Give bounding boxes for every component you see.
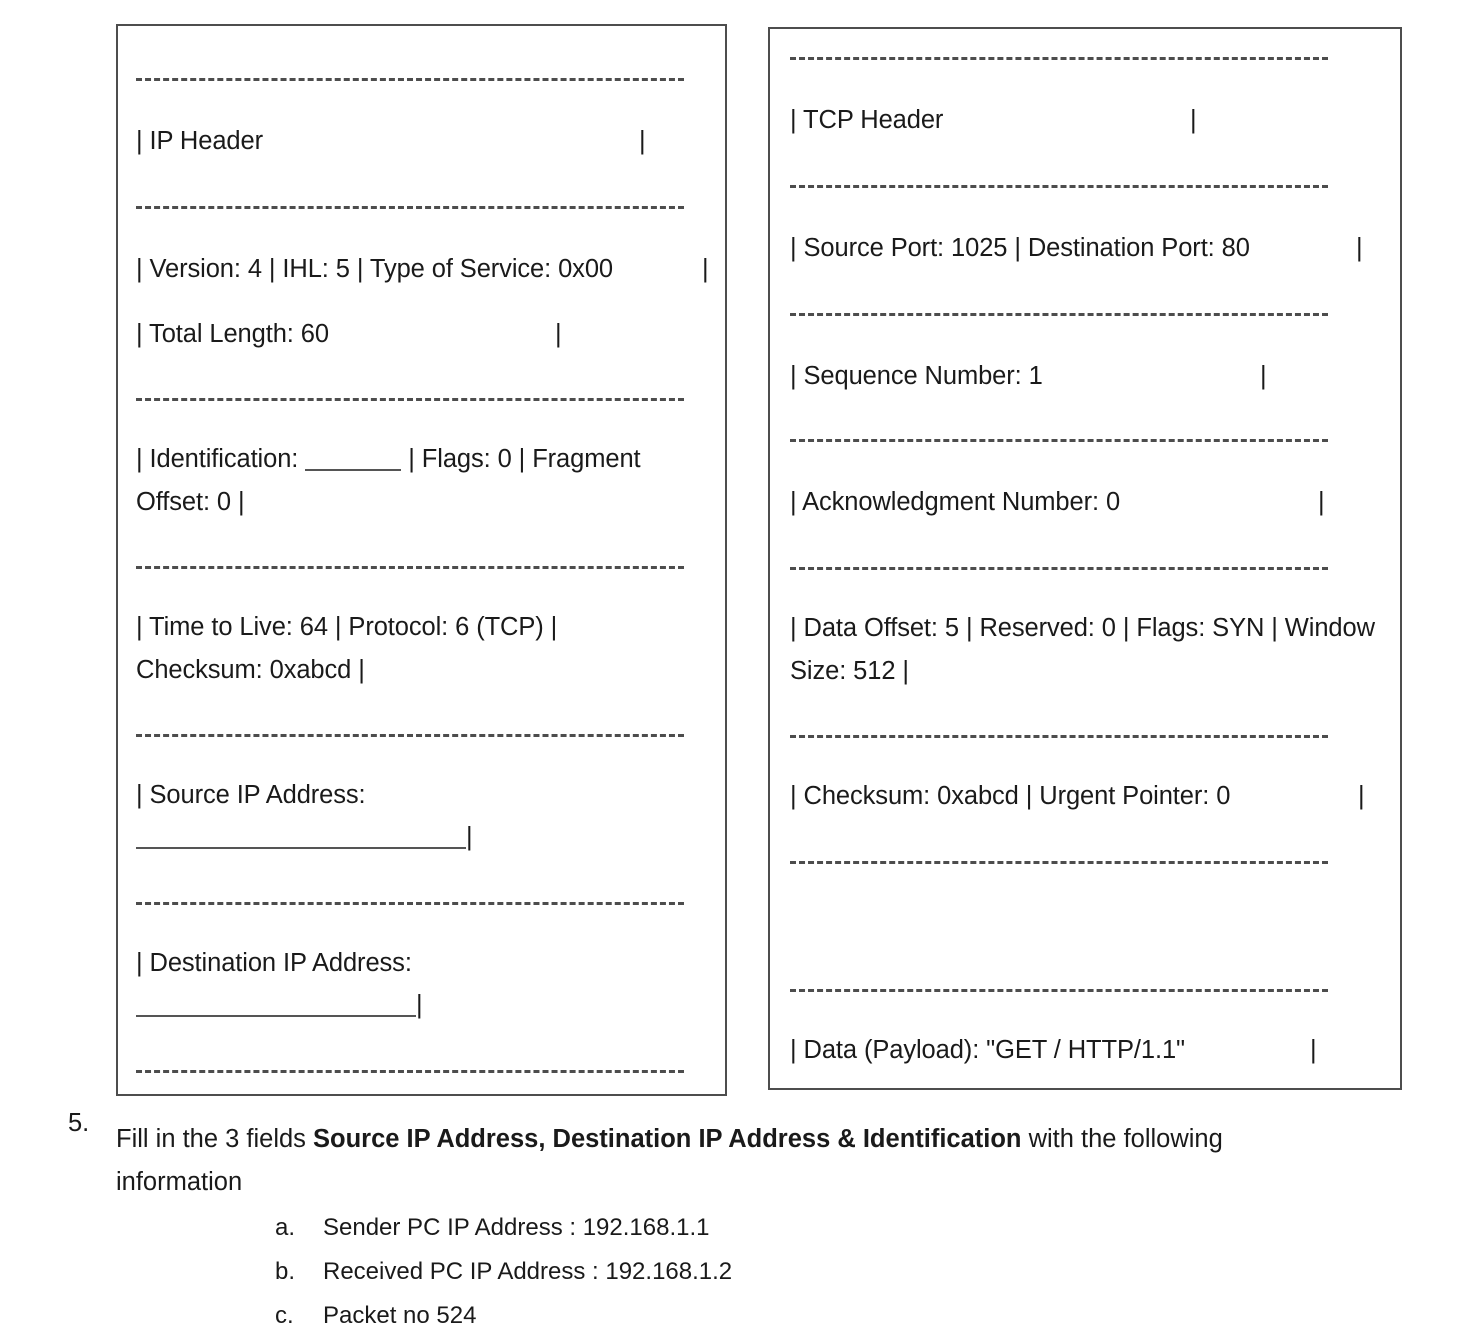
tcp-title-row: [790, 99, 1386, 142]
tcp-row-ack-text: | Acknowledgment Number: 0: [790, 488, 1121, 516]
tcp-row-checksum: [790, 775, 1386, 818]
ip-rule-5: [136, 734, 684, 737]
tcp-title-text: | TCP Header: [790, 106, 944, 134]
question-prompt-bold-fields: Source IP Address, Destination IP Address & Identification: [313, 1125, 1022, 1153]
tcp-rule-4: [790, 439, 1328, 442]
tcp-header-box: [768, 27, 1402, 1090]
tcp-row-checksum-close-pipe: |: [1358, 782, 1365, 810]
ip-identification-suffix: | Flags: 0 | Fragment Offset: 0 |: [136, 445, 641, 516]
ip-source-ip-label-text: | Source IP Address:: [136, 781, 366, 809]
tcp-row-sequence: [790, 355, 1386, 398]
ip-identification-prefix: | Identification:: [136, 445, 299, 473]
tcp-rule-5: [790, 567, 1328, 570]
tcp-row-payload: [790, 1029, 1386, 1072]
ip-title-text: | IP Header: [136, 127, 263, 155]
tcp-row-payload-close-pipe: |: [1310, 1036, 1317, 1064]
ip-rule-7: [136, 1070, 684, 1073]
ip-destination-ip-close-pipe: |: [416, 991, 423, 1019]
tcp-rule-2: [790, 185, 1328, 188]
question-prompt: [116, 1118, 1296, 1204]
ip-row-total-length-close-pipe: |: [555, 320, 562, 348]
question-info-list: [275, 1206, 1175, 1338]
tcp-title-close-pipe: |: [1190, 106, 1197, 134]
tcp-row-sequence-text: | Sequence Number: 1: [790, 362, 1043, 390]
tcp-row-ports-close-pipe: |: [1356, 234, 1363, 262]
tcp-row-checksum-text: | Checksum: 0xabcd | Urgent Pointer: 0: [790, 782, 1231, 810]
ip-source-ip-blank-field[interactable]: [136, 847, 466, 849]
ip-title-row: [136, 120, 711, 163]
list-item: [275, 1294, 1175, 1338]
ip-rule-3: [136, 398, 684, 401]
tcp-row-payload-text: | Data (Payload): "GET / HTTP/1.1": [790, 1036, 1185, 1064]
ip-row-ttl: [136, 606, 685, 692]
list-item-marker: a.: [275, 1214, 296, 1241]
tcp-row-sequence-close-pipe: |: [1260, 362, 1267, 390]
tcp-row-dataoffset-text: | Data Offset: 5 | Reserved: 0 | Flags: SYN | Window Size: 512 |: [790, 614, 1375, 685]
tcp-rule-8: [790, 989, 1328, 992]
list-item: [275, 1206, 1175, 1250]
ip-header-content: [118, 26, 725, 1094]
tcp-rule-3: [790, 313, 1328, 316]
list-item-marker: c.: [275, 1302, 294, 1329]
ip-row-version: [136, 248, 711, 291]
tcp-rule-7: [790, 861, 1328, 864]
ip-row-ttl-text: | Time to Live: 64 | Protocol: 6 (TCP) | Checksum: 0xabcd |: [136, 613, 558, 684]
list-item-text: Packet no 524: [323, 1302, 477, 1329]
ip-rule-1: [136, 78, 684, 81]
question-prompt-tail: with the following information: [116, 1125, 1223, 1196]
ip-row-version-close-pipe: |: [702, 255, 709, 283]
ip-row-total-length-text: | Total Length: 60: [136, 320, 329, 348]
ip-title-close-pipe: |: [639, 127, 646, 155]
list-item-text: Received PC IP Address : 192.168.1.2: [323, 1258, 733, 1285]
ip-destination-ip-label-text: | Destination IP Address:: [136, 949, 412, 977]
tcp-row-dataoffset: [790, 607, 1378, 693]
ip-source-ip-close-pipe: |: [466, 823, 473, 851]
ip-destination-ip-blank-field[interactable]: [136, 1015, 416, 1017]
list-item: [275, 1250, 1175, 1294]
question-prompt-lead: Fill in the 3 fields: [116, 1125, 314, 1153]
ip-row-source-ip-entry: [136, 816, 711, 859]
ip-row-destination-ip-entry: [136, 984, 711, 1027]
tcp-row-ports: [790, 227, 1386, 270]
tcp-row-ports-text: | Source Port: 1025 | Destination Port: 80: [790, 234, 1250, 262]
ip-row-total-length: [136, 313, 711, 356]
ip-row-destination-ip-label: [136, 942, 711, 985]
ip-header-box: [116, 24, 727, 1096]
tcp-rule-6: [790, 735, 1328, 738]
ip-rule-2: [136, 206, 684, 209]
question-number: 5.: [68, 1109, 90, 1137]
tcp-row-ack: [790, 481, 1386, 524]
ip-identification-blank-field[interactable]: [305, 469, 401, 471]
ip-row-source-ip-label: [136, 774, 711, 817]
ip-row-identification: [136, 438, 717, 524]
list-item-text: Sender PC IP Address : 192.168.1.1: [323, 1214, 710, 1241]
tcp-rule-1: [790, 57, 1328, 60]
ip-rule-4: [136, 566, 684, 569]
tcp-row-ack-close-pipe: |: [1318, 488, 1325, 516]
ip-rule-6: [136, 902, 684, 905]
list-item-marker: b.: [275, 1258, 296, 1285]
ip-row-version-text: | Version: 4 | IHL: 5 | Type of Service: 0x00: [136, 255, 613, 283]
tcp-header-content: [770, 29, 1400, 1088]
